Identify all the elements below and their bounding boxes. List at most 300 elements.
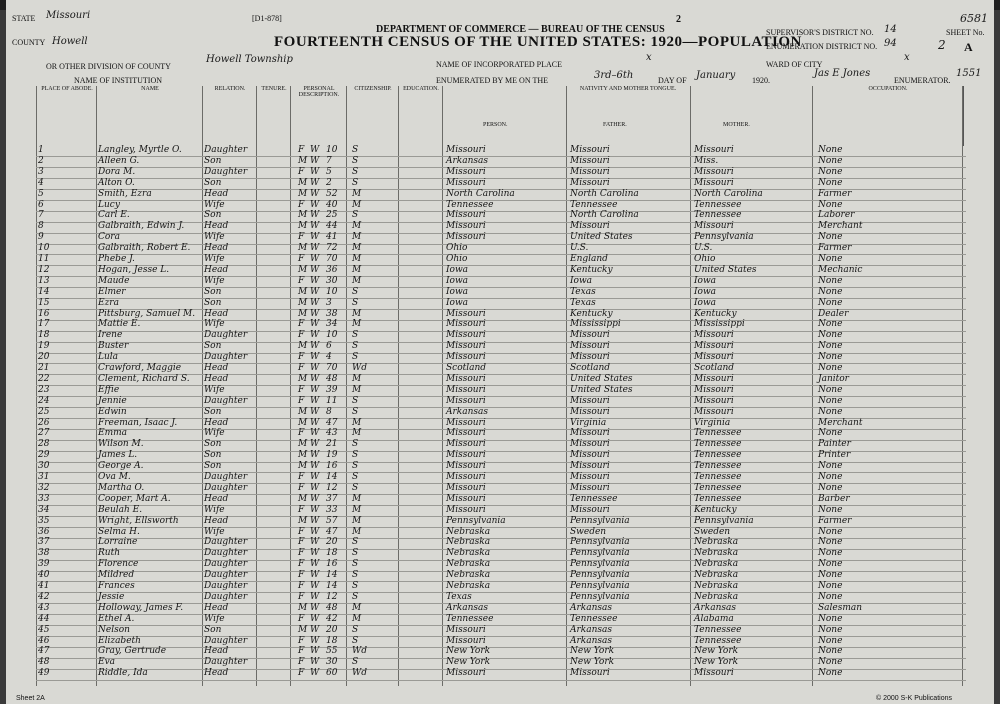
cell-race: W [310,493,320,504]
cell-ms: M [352,232,362,243]
cell-occ: Farmer [818,515,852,526]
cell-n: 3 [38,166,44,177]
cell-fpob: Kentucky [570,308,613,319]
cell-mpob: Tennessee [694,635,742,646]
cell-race: W [310,275,320,286]
cell-age: 72 [326,243,338,254]
cell-pob: North Carolina [446,188,515,199]
cell-fpob: Missouri [570,406,610,417]
cell-n: 14 [38,286,50,297]
cell-n: 38 [38,548,50,559]
cell-sex: F [298,330,305,341]
cell-occ: None [818,657,843,668]
cell-sex: F [298,559,305,570]
cell-n: 13 [38,275,50,286]
cell-age: 20 [326,537,338,548]
cell-n: 9 [38,232,44,243]
cell-fpob: Missouri [570,472,610,482]
cell-age: 36 [326,264,338,275]
cell-occ: None [818,406,843,417]
cell-pob: Missouri [446,417,486,428]
cell-fpob: Texas [570,297,596,308]
cell-ms: S [352,352,359,363]
cell-fpob: Missouri [570,395,610,406]
cell-rel: Son [204,406,222,417]
cell-name: Mildred [98,570,135,581]
cell-sex: M [298,210,308,221]
cell-sex: F [298,199,305,210]
cell-mpob: Iowa [694,275,717,286]
cell-fpob: Pennsylvania [570,581,630,591]
cell-sex: M [298,602,308,613]
cell-race: W [310,221,320,232]
cell-age: 10 [326,286,338,297]
cell-age: 18 [326,635,338,646]
cell-sex: M [298,450,308,461]
cell-age: 70 [326,254,338,264]
cell-mpob: Missouri [694,166,734,177]
cell-name: Martha O. [98,482,145,493]
cell-n: 25 [38,406,50,417]
cell-occ: None [818,526,843,537]
col-person: PERSON. [483,122,508,128]
cell-occ: None [818,341,843,352]
cell-n: 4 [38,177,44,188]
cell-ms: M [352,275,362,286]
cell-age: 5 [326,166,332,177]
cell-n: 16 [38,308,50,319]
department: DEPARTMENT OF COMMERCE — BUREAU OF THE CENSUS [376,24,665,35]
state-value: Missouri [46,10,91,21]
cell-age: 60 [326,668,338,679]
cell-pob: Missouri [446,210,486,221]
cell-pob: Arkansas [446,406,489,417]
cell-age: 48 [326,373,338,384]
cell-pob: Tennessee [446,613,494,624]
cell-occ: None [818,624,843,635]
cell-race: W [310,373,320,384]
cell-sex: F [298,275,305,286]
cell-fpob: Arkansas [570,635,613,646]
cell-fpob: Arkansas [570,624,613,635]
cell-pob: Arkansas [446,155,489,166]
cell-n: 27 [38,428,50,439]
cell-age: 57 [326,515,338,526]
cell-name: Ethel A. [98,613,135,624]
cell-sex: F [298,472,305,482]
cell-age: 48 [326,602,338,613]
cell-rel: Son [204,461,222,472]
cell-race: W [310,308,320,319]
section-education: EDUCATION. [398,86,443,146]
cell-ms: Wd [352,363,368,373]
cell-age: 37 [326,493,338,504]
cell-age: 38 [326,308,338,319]
cell-name: Gray, Gertrude [98,646,167,657]
census-sheet [6,0,994,704]
cell-sex: F [298,570,305,581]
section-name: NAME [96,86,203,146]
cell-ms: S [352,581,359,591]
cell-race: W [310,188,320,199]
cell-sex: M [298,417,308,428]
census-rows [36,146,966,686]
cell-rel: Wife [204,613,225,624]
cell-name: Lorraine [98,537,138,548]
cell-ms: Wd [352,646,368,657]
cell-sex: F [298,646,305,657]
cell-n: 5 [38,188,44,199]
cell-name: Selma H. [98,526,140,537]
cell-sex: F [298,537,305,548]
cell-mpob: Tennessee [694,450,742,461]
cell-rel: Head [204,264,229,275]
cell-age: 11 [326,395,338,406]
cell-race: W [310,395,320,406]
year-label: 1920. [752,76,770,85]
cell-fpob: Kentucky [570,264,613,275]
cell-ms: S [352,548,359,559]
ward-label: WARD OF CITY [766,60,823,69]
cell-race: W [310,461,320,472]
cell-pob: Missouri [446,472,486,482]
cell-sex: F [298,384,305,395]
cell-fpob: Missouri [570,668,610,679]
cell-ms: S [352,570,359,581]
cell-rel: Son [204,341,222,352]
cell-ms: M [352,264,362,275]
cell-n: 24 [38,395,50,406]
cell-name: Mattie E. [98,319,141,330]
cell-occ: None [818,428,843,439]
cell-mpob: Arkansas [694,602,737,613]
cell-rel: Son [204,450,222,461]
cell-mpob: Missouri [694,668,734,679]
cell-ms: S [352,537,359,548]
cell-pob: Missouri [446,384,486,395]
cell-rel: Daughter [204,395,248,406]
cell-pob: Missouri [446,373,486,384]
cell-age: 14 [326,570,338,581]
cell-ms: S [352,635,359,646]
cell-ms: M [352,515,362,526]
cell-race: W [310,428,320,439]
cell-age: 19 [326,450,338,461]
cell-ms: S [352,286,359,297]
cell-race: W [310,145,320,155]
cell-n: 45 [38,624,50,635]
cell-name: Jessie [98,591,125,602]
cell-sex: F [298,319,305,330]
incorporated-label: NAME OF INCORPORATED PLACE [436,60,563,69]
sheet-letter: A [964,40,973,54]
cell-rel: Head [204,602,229,613]
cell-rel: Head [204,515,229,526]
cell-fpob: Tennessee [570,199,618,210]
cell-mpob: Missouri [694,221,734,232]
sheet-label: SHEET No. [946,28,985,37]
cell-sex: F [298,635,305,646]
cell-occ: None [818,275,843,286]
cell-race: W [310,504,320,515]
cell-rel: Daughter [204,537,248,548]
cell-rel: Daughter [204,570,248,581]
cell-sex: M [298,341,308,352]
cell-occ: Farmer [818,188,852,199]
cell-age: 70 [326,363,338,373]
cell-rel: Son [204,155,222,166]
cell-name: Riddle, Ida [98,668,148,679]
cell-fpob: Missouri [570,166,610,177]
cell-sex: F [298,428,305,439]
cell-pob: Missouri [446,504,486,515]
cell-mpob: Ohio [694,254,716,264]
supervisor-label: SUPERVISOR'S DISTRICT NO. [766,28,874,37]
cell-sex: F [298,352,305,363]
cell-fpob: Missouri [570,439,610,450]
cell-name: Elizabeth [98,635,141,646]
cell-ms: S [352,155,359,166]
cell-sex: F [298,363,305,373]
cell-mpob: Tennessee [694,624,742,635]
enumerated-label: ENUMERATED BY ME ON THE [436,76,548,85]
cell-ms: M [352,613,362,624]
cell-fpob: Virginia [570,417,607,428]
cell-ms: S [352,450,359,461]
cell-race: W [310,406,320,417]
cell-sex: F [298,482,305,493]
cell-fpob: United States [570,373,633,384]
cell-sex: M [298,221,308,232]
cell-rel: Daughter [204,352,248,363]
cell-rel: Son [204,177,222,188]
cell-mpob: Nebraska [694,591,739,602]
cell-mpob: Tennessee [694,199,742,210]
cell-age: 6 [326,341,332,352]
cell-n: 17 [38,319,50,330]
cell-occ: None [818,537,843,548]
cell-occ: None [818,166,843,177]
cell-n: 8 [38,221,44,232]
cell-mpob: Tennessee [694,428,742,439]
cell-occ: None [818,395,843,406]
cell-n: 36 [38,526,50,537]
cell-mpob: Alabama [694,613,734,624]
cell-sex: M [298,188,308,199]
cell-name: Langley, Myrtle O. [98,145,182,155]
cell-pob: Missouri [446,624,486,635]
cell-rel: Son [204,286,222,297]
cell-race: W [310,199,320,210]
cell-mpob: Nebraska [694,559,739,570]
township-label: OR OTHER DIVISION OF COUNTY [46,62,171,71]
cell-name: Irene [98,330,123,341]
cell-name: Cooper, Mart A. [98,493,171,504]
cell-occ: Painter [818,439,851,450]
cell-n: 11 [38,254,50,264]
cell-occ: Farmer [818,243,852,254]
section-nativity: NATIVITY AND MOTHER TONGUE. PERSON. FATHER. MOTHER. [442,86,813,146]
cell-rel: Head [204,493,229,504]
cell-n: 15 [38,297,50,308]
cell-mpob: Missouri [694,177,734,188]
cell-name: Clement, Richard S. [98,373,190,384]
cell-rel: Head [204,243,229,254]
cell-fpob: Missouri [570,145,610,155]
cell-rel: Wife [204,232,225,243]
cell-occ: None [818,199,843,210]
cell-n: 31 [38,472,50,482]
cell-name: Elmer [98,286,126,297]
cell-fpob: U.S. [570,243,589,254]
cell-occ: None [818,232,843,243]
cell-sex: F [298,591,305,602]
cell-age: 12 [326,591,338,602]
cell-name: Maude [98,275,130,286]
cell-mpob: New York [694,646,739,657]
cell-race: W [310,177,320,188]
cell-mpob: Tennessee [694,493,742,504]
section-citizenship: CITIZENSHIP. [346,86,399,146]
cell-age: 4 [326,352,332,363]
cell-occ: None [818,613,843,624]
cell-name: Wilson M. [98,439,144,450]
cell-n: 21 [38,363,50,373]
cell-ms: M [352,504,362,515]
cell-rel: Daughter [204,482,248,493]
cell-pob: Ohio [446,254,468,264]
cell-race: W [310,635,320,646]
cell-sex: F [298,657,305,668]
corner-number: 1551 [956,68,982,79]
cell-occ: Merchant [818,221,863,232]
cell-ms: S [352,210,359,221]
cell-mpob: Nebraska [694,570,739,581]
cell-n: 10 [38,243,50,254]
day-label: DAY OF [658,76,687,85]
cell-name: Lula [98,352,119,363]
cell-age: 42 [326,613,338,624]
sheet-value: 2 [938,38,946,52]
cell-name: Alton O. [98,177,135,188]
cell-n: 33 [38,493,50,504]
cell-pob: Missouri [446,395,486,406]
cell-ms: S [352,341,359,352]
cell-pob: Missouri [446,232,486,243]
cell-pob: Missouri [446,428,486,439]
cell-ms: S [352,559,359,570]
cell-rel: Head [204,668,229,679]
cell-fpob: Pennsylvania [570,515,630,526]
cell-race: W [310,559,320,570]
cell-mpob: Scotland [694,363,735,373]
cell-fpob: Pennsylvania [570,559,630,570]
cell-rel: Son [204,624,222,635]
cell-rel: Son [204,439,222,450]
cell-pob: Nebraska [446,548,491,559]
cell-ms: S [352,330,359,341]
cell-sex: M [298,297,308,308]
cell-n: 46 [38,635,50,646]
cell-pob: Nebraska [446,581,491,591]
cell-rel: Wife [204,254,225,264]
cell-fpob: New York [570,646,615,657]
cell-race: W [310,352,320,363]
cell-fpob: Sweden [570,526,607,537]
supervisor-value: 14 [884,24,897,35]
cell-race: W [310,570,320,581]
cell-ms: S [352,145,359,155]
cell-occ: None [818,254,843,264]
cell-rel: Daughter [204,591,248,602]
cell-fpob: Missouri [570,504,610,515]
cell-rel: Wife [204,275,225,286]
cell-n: 39 [38,559,50,570]
census-title: FOURTEENTH CENSUS OF THE UNITED STATES: 1920—POPULATION [274,34,802,50]
cell-occ: Salesman [818,602,863,613]
cell-ms: M [352,428,362,439]
cell-race: W [310,330,320,341]
cell-n: 12 [38,264,50,275]
cell-n: 7 [38,210,44,221]
cell-fpob: Iowa [570,275,593,286]
cell-fpob: Pennsylvania [570,570,630,581]
cell-name: George A. [98,461,144,472]
cell-n: 40 [38,570,50,581]
cell-race: W [310,243,320,254]
cell-rel: Daughter [204,472,248,482]
cell-name: Frances [98,581,135,591]
cell-name: Nelson [98,624,130,635]
cell-fpob: Missouri [570,482,610,493]
cell-n: 30 [38,461,50,472]
cell-name: Eva [98,657,116,668]
cell-age: 41 [326,232,338,243]
section-abode: PLACE OF ABODE. [36,86,97,146]
township-value: Howell Township [206,54,293,65]
cell-occ: None [818,646,843,657]
cell-rel: Son [204,210,222,221]
cell-race: W [310,155,320,166]
cell-mpob: Tennessee [694,210,742,221]
cell-sex: M [298,515,308,526]
cell-age: 44 [326,221,338,232]
cell-rel: Head [204,373,229,384]
cell-fpob: Tennessee [570,493,618,504]
cell-fpob: Missouri [570,352,610,363]
cell-mpob: Missouri [694,352,734,363]
cell-fpob: Missouri [570,341,610,352]
cell-rel: Daughter [204,559,248,570]
cell-sex: F [298,254,305,264]
cell-rel: Head [204,646,229,657]
cell-pob: Missouri [446,450,486,461]
cell-n: 48 [38,657,50,668]
cell-n: 41 [38,581,50,591]
cell-ms: S [352,166,359,177]
cell-age: 3 [326,297,332,308]
cell-race: W [310,363,320,373]
cell-sex: M [298,264,308,275]
cell-occ: None [818,145,843,155]
cell-mpob: Missouri [694,341,734,352]
cell-occ: Mechanic [818,264,863,275]
cell-ms: S [352,591,359,602]
cell-n: 23 [38,384,50,395]
county-value: Howell [52,36,88,47]
form-number: 2 [676,14,681,25]
cell-race: W [310,166,320,177]
